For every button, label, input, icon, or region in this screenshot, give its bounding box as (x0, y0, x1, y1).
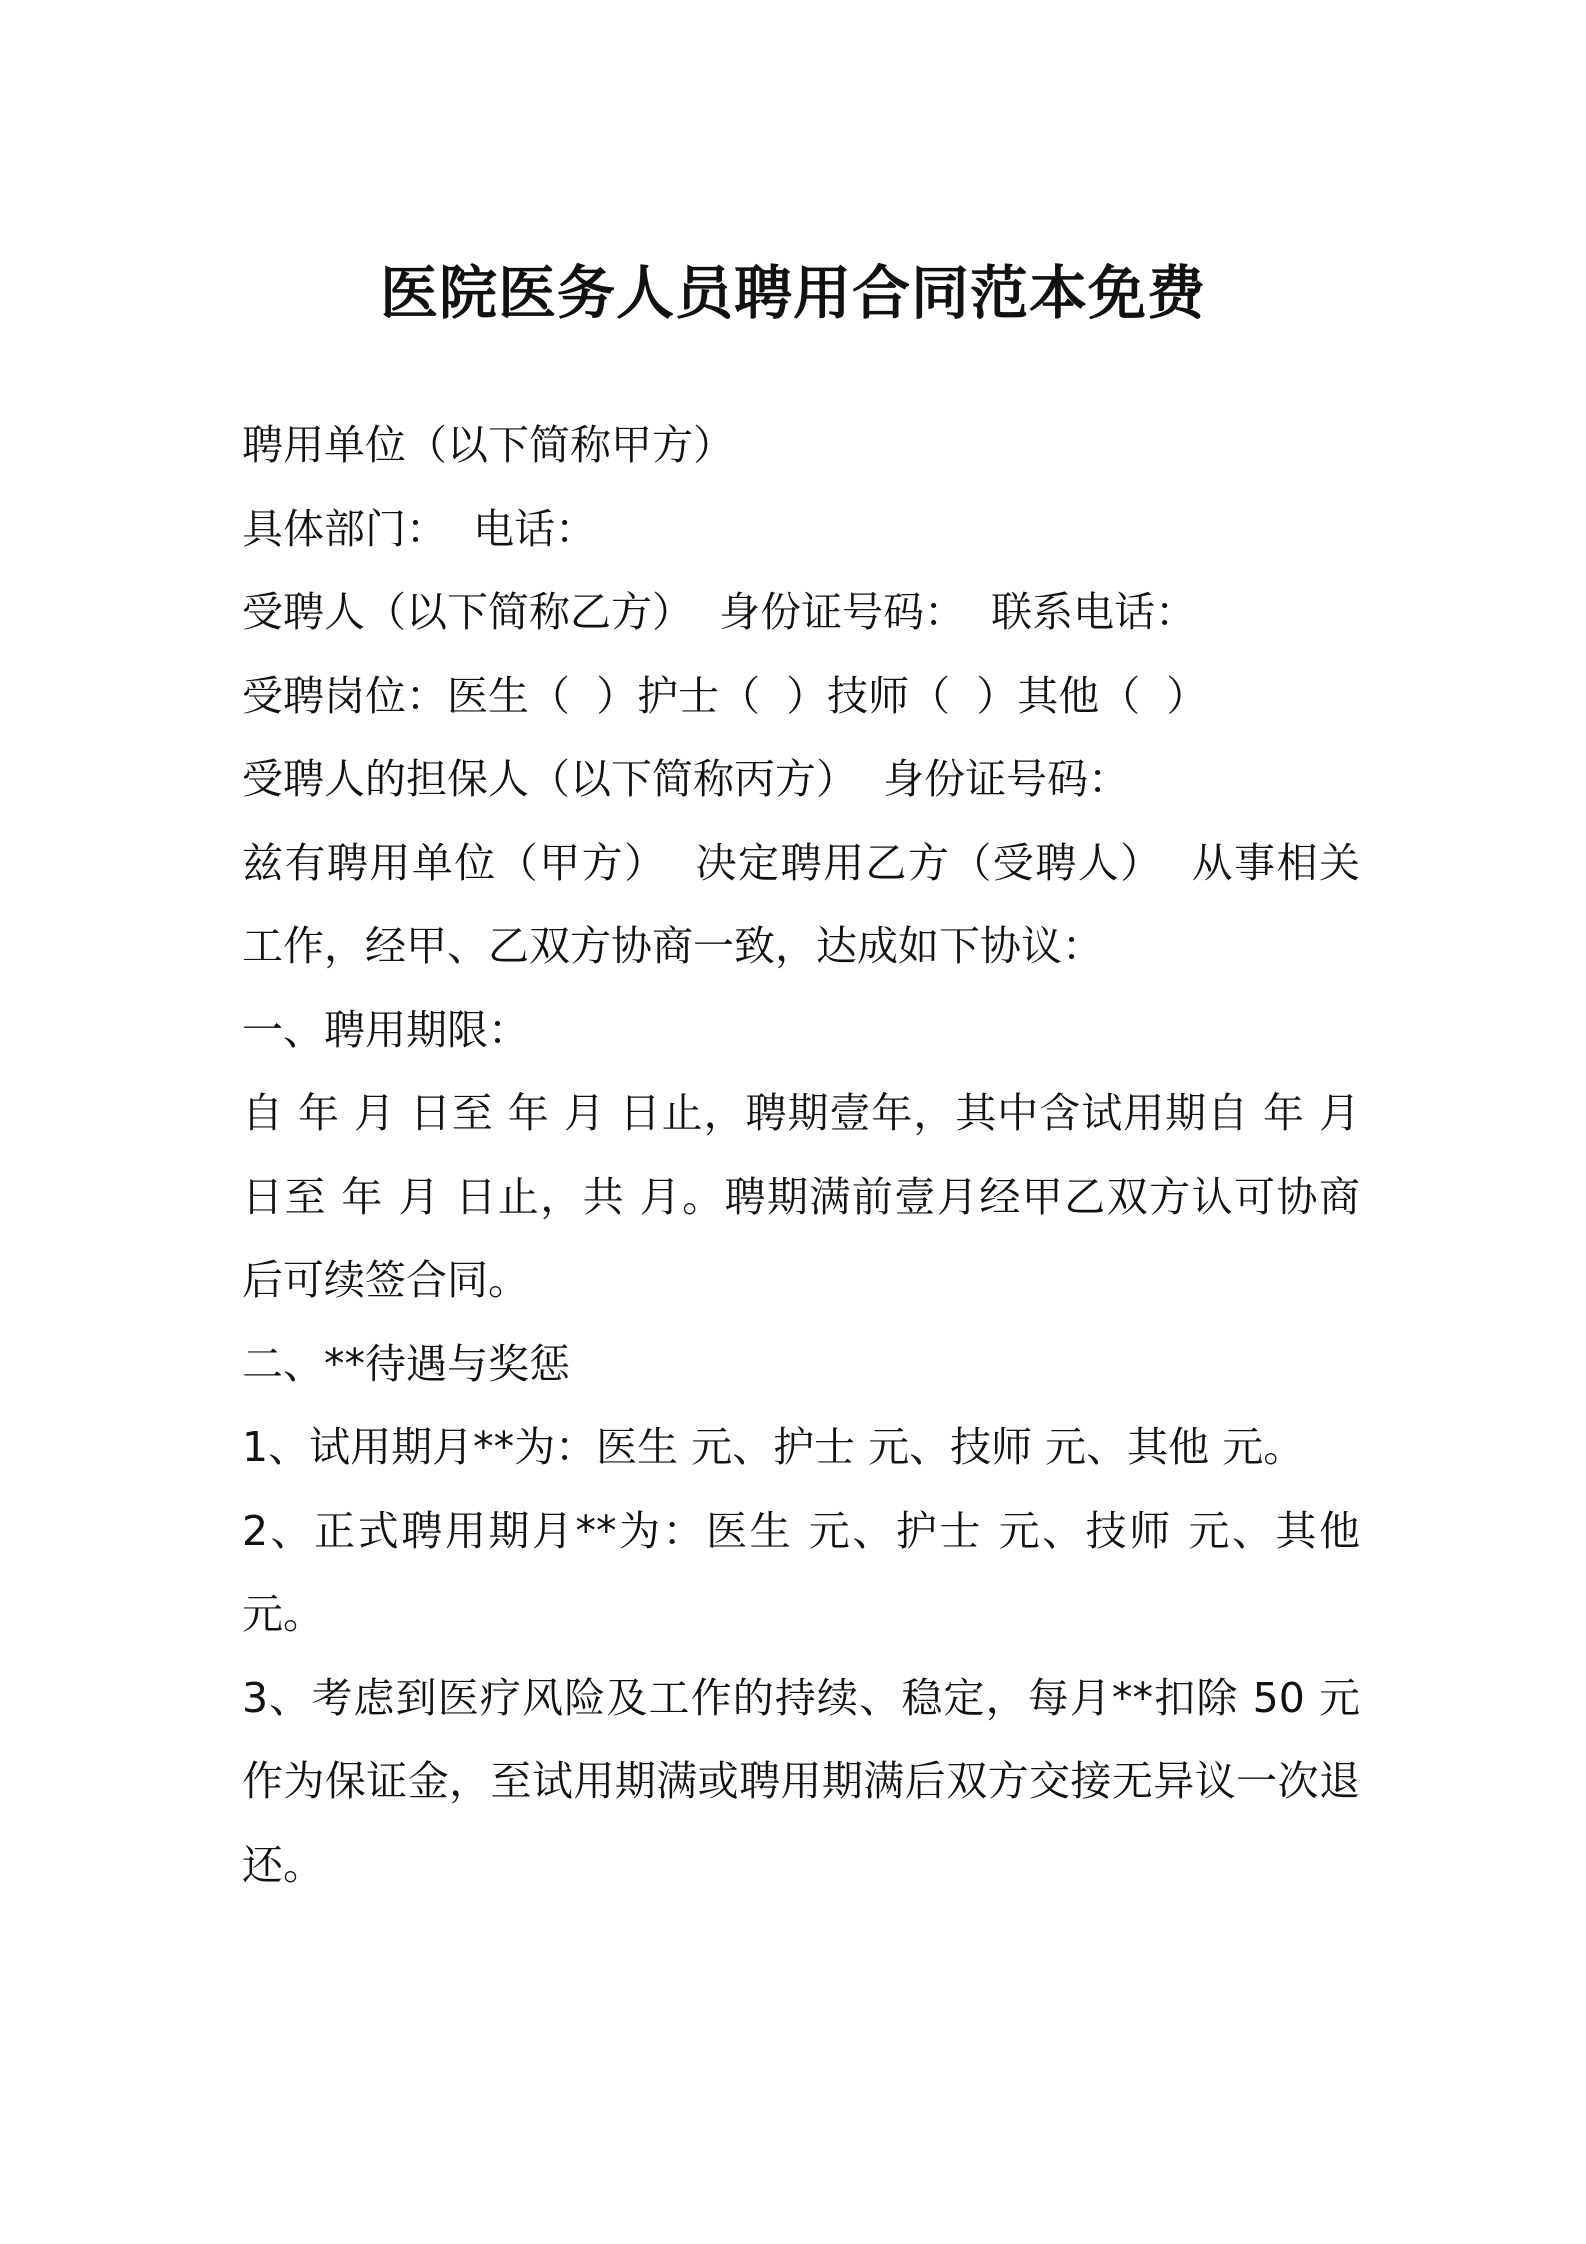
guarantor-line: 受聘人的担保人（以下简称丙方） 身份证号码： (242, 755, 1130, 803)
document-body (242, 404, 1374, 1907)
position-line: 受聘岗位：医生（ ）护士（ ）技师（ ）其他（ ） (242, 671, 1208, 720)
pay-clause-3: 3、考虑到医疗风险及工作的持续、稳定，每月**扣除 50 元作为保证金，至试用期满或聘用期满后双方交接无异议一次退还。 (242, 1673, 1360, 1889)
document-title: 医院医务人员聘用合同范本免费 (379, 259, 1206, 327)
employer-line: 聘用单位（以下简称甲方） (242, 421, 734, 469)
agreement-intro: 兹有聘用单位（甲方） 决定聘用乙方（受聘人） 从事相关工作，经甲、乙双方协商一致，达成如下协议： (242, 838, 1360, 970)
pay-clause-2: 2、正式聘用期月**为：医生 元、护士 元、技师 元、其他元。 (242, 1506, 1360, 1638)
term-clause: 自 年 月 日至 年 月 日止，聘期壹年，其中含试用期自 年 月 日至 年 月 日止，共 月。聘期满前壹月经甲乙双方认可协商后可续签合同。 (242, 1089, 1374, 1304)
section-heading-pay: 二、**待遇与奖惩 (242, 1339, 570, 1388)
pay-clause-1: 1、试用期月**为：医生 元、护士 元、技师 元、其他 元。 (242, 1423, 1305, 1471)
department-phone-line: 具体部门： 电话： (242, 504, 597, 553)
employee-line: 受聘人（以下简称乙方） 身份证号码： 联系电话： (242, 588, 1197, 636)
section-heading-term: 一、聘用期限： (242, 1005, 529, 1054)
